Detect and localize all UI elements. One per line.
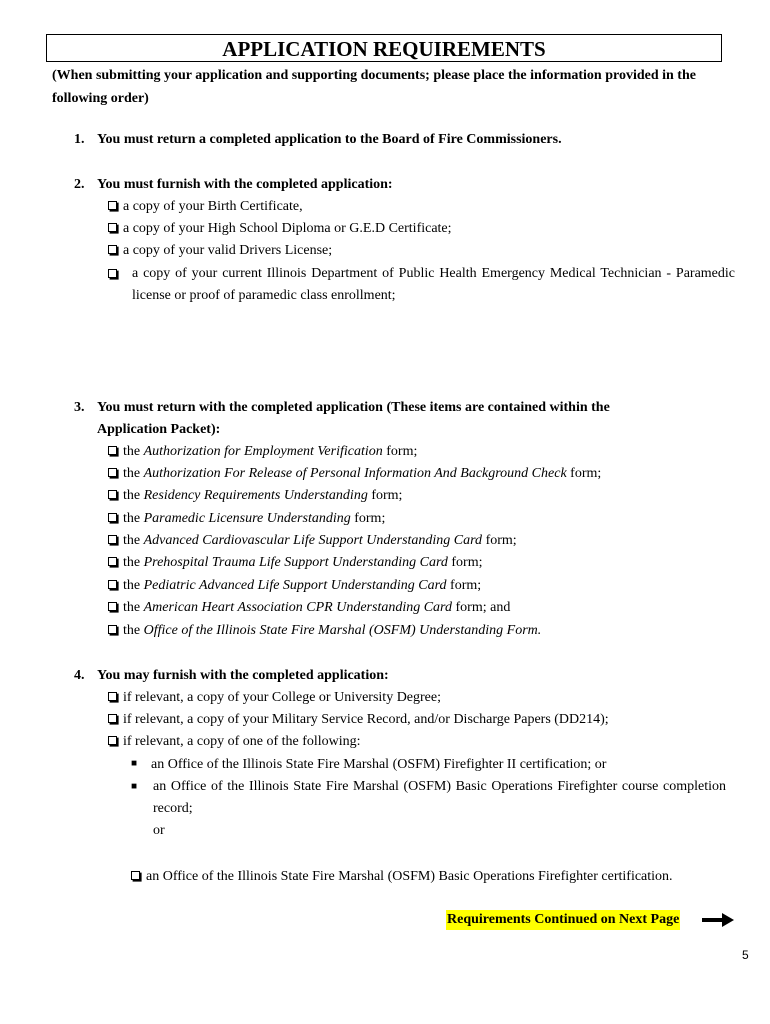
form-name: American Heart Association CPR Understanding Card xyxy=(143,600,452,615)
checkbox-icon xyxy=(108,269,117,278)
list-item xyxy=(131,866,673,888)
section-3-heading-cont: Application Packet): xyxy=(97,422,221,437)
list-item xyxy=(108,240,332,262)
list-item: the Pediatric Advanced Life Support Understanding Card form; xyxy=(108,575,481,597)
checkbox-icon xyxy=(108,580,117,589)
form-name: Paramedic Licensure Understanding xyxy=(143,511,351,526)
section-1-number: 1. xyxy=(74,132,85,147)
list-item xyxy=(108,218,452,240)
sub-list-item-text: an Office of the Illinois State Fire Marshal (OSFM) Firefighter II certification; or xyxy=(151,757,607,772)
list-item xyxy=(108,709,609,731)
section-2-heading xyxy=(74,174,734,196)
section-4-heading xyxy=(74,665,734,687)
arrow-right-icon xyxy=(702,913,734,927)
section-4-heading-text: You may furnish with the completed application: xyxy=(97,668,389,683)
form-name: Residency Requirements Understanding xyxy=(143,488,368,503)
form-name: Office of the Illinois State Fire Marshal (OSFM) Understanding Form. xyxy=(143,623,542,638)
checkbox-icon xyxy=(108,602,117,611)
checkbox-icon xyxy=(108,201,117,210)
form-name: Pediatric Advanced Life Support Understanding Card xyxy=(143,578,447,593)
form-name: Advanced Cardiovascular Life Support Understanding Card xyxy=(143,533,483,548)
list-item: the Authorization for Employment Verification form; xyxy=(108,441,417,463)
form-name: Authorization for Employment Verification xyxy=(143,444,383,459)
checkbox-icon xyxy=(108,245,117,254)
bullet-icon: ■ xyxy=(131,758,138,769)
list-item: the American Heart Association CPR Understanding Card form; and xyxy=(108,597,510,619)
list-item: the Paramedic Licensure Understanding form; xyxy=(108,508,385,530)
form-name: Prehospital Trauma Life Support Understanding Card xyxy=(143,555,448,570)
checkbox-icon xyxy=(108,692,117,701)
page-number: 5 xyxy=(742,948,749,962)
bullet-icon: ■ xyxy=(131,781,138,792)
checkbox-icon xyxy=(108,223,117,232)
list-item-text: a copy of your valid Drivers License; xyxy=(123,243,333,258)
section-2-heading-text: You must furnish with the completed application: xyxy=(97,177,393,192)
checkbox-icon xyxy=(108,625,117,634)
list-item-text: if relevant, a copy of one of the following: xyxy=(123,734,361,749)
section-2-number: 2. xyxy=(74,177,85,192)
checkbox-icon xyxy=(108,714,117,723)
sub-list-item-text: an Office of the Illinois State Fire Marshal (OSFM) Basic Operations Firefighter course completion record; xyxy=(153,779,726,816)
list-item-text: if relevant, a copy of your Military Service Record, and/or Discharge Papers (DD214); xyxy=(123,712,609,727)
or-text: or xyxy=(153,823,165,838)
section-4-number: 4. xyxy=(74,668,85,683)
list-item xyxy=(108,731,361,753)
section-1 xyxy=(74,129,734,151)
section-3-number: 3. xyxy=(74,400,85,415)
checkbox-icon xyxy=(108,446,117,455)
list-item: the Prehospital Trauma Life Support Understanding Card form; xyxy=(108,552,483,574)
checkbox-icon xyxy=(108,513,117,522)
checkbox-icon xyxy=(131,871,140,880)
checkbox-icon xyxy=(108,490,117,499)
page-title: APPLICATION REQUIREMENTS xyxy=(46,34,722,62)
list-item-text: if relevant, a copy of your College or University Degree; xyxy=(123,690,442,705)
checkbox-icon xyxy=(108,468,117,477)
list-item xyxy=(108,263,735,307)
checkbox-icon xyxy=(108,535,117,544)
section-3-heading-line1: You must return with the completed application (These items are contained within the xyxy=(97,400,610,415)
list-item xyxy=(108,687,441,709)
list-item xyxy=(108,196,303,218)
sub-list-item xyxy=(131,776,726,820)
list-item-text: an Office of the Illinois State Fire Marshal (OSFM) Basic Operations Firefighter certification. xyxy=(146,869,673,884)
list-item-text: a copy of your High School Diploma or G.E.D Certificate; xyxy=(123,221,452,236)
form-name: Authorization For Release of Personal Information And Background Check xyxy=(143,466,567,481)
section-3-heading xyxy=(74,397,734,419)
checkbox-icon xyxy=(108,557,117,566)
checkbox-icon xyxy=(108,736,117,745)
list-item: the Residency Requirements Understanding form; xyxy=(108,485,402,507)
section-1-text: You must return a completed application to the Board of Fire Commissioners. xyxy=(97,132,562,147)
continued-note: Requirements Continued on Next Page xyxy=(446,910,680,930)
list-item-text: a copy of your Birth Certificate, xyxy=(123,199,303,214)
list-item: the Office of the Illinois State Fire Marshal (OSFM) Understanding Form. xyxy=(108,620,541,642)
instructions-subtitle: (When submitting your application and supporting documents; please place the information provided in the following order) xyxy=(52,68,696,106)
list-item-text: a copy of your current Illinois Department of Public Health Emergency Medical Technician - Paramedic license or proof of paramedic class enrollment; xyxy=(132,266,735,303)
list-item: the Advanced Cardiovascular Life Support Understanding Card form; xyxy=(108,530,517,552)
list-item: the Authorization For Release of Personal Information And Background Check form; xyxy=(108,463,601,485)
sub-list-item xyxy=(131,753,606,776)
